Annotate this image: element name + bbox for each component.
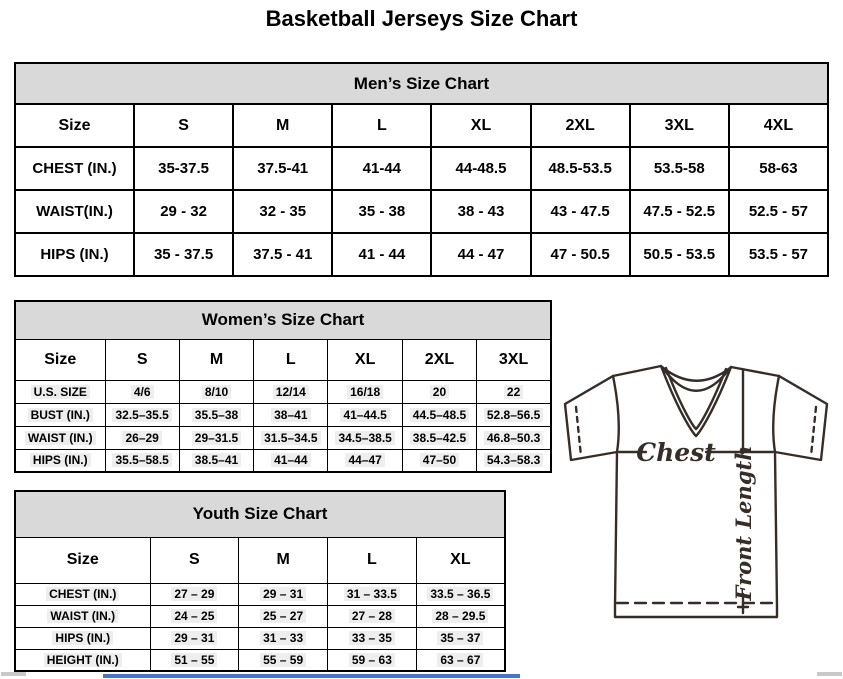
women-column-header-L: L [254,339,328,380]
youth-cell: 29 – 31 [150,627,239,649]
women-cell: 4/6 [105,380,179,403]
men-column-header-L: L [332,104,431,147]
men-column-header-S: S [134,104,233,147]
men-row [15,190,828,233]
youth-cell: 24 – 25 [150,605,239,627]
men-cell: 58-63 [729,147,828,190]
youth-column-header-XL: XL [416,537,505,583]
men-cell: 35 - 37.5 [134,233,233,276]
women-column-header-row [15,339,551,380]
jersey-left-armhole-seam [613,376,619,452]
youth-size-table [14,490,506,672]
youth-size-header: Size [15,537,150,583]
mens-size-table [14,62,829,277]
men-cell: 43 - 47.5 [531,190,630,233]
youth-cell: 28 – 29.5 [416,605,505,627]
women-column-header-S: S [105,339,179,380]
youth-column-header-S: S [150,537,239,583]
horizontal-scrollbar-thumb[interactable] [103,674,520,678]
jersey-right-cuff-dashed-line [811,407,816,456]
men-table-title-row [15,63,828,104]
youth-column-header-row [15,537,505,583]
men-cell: 50.5 - 53.5 [630,233,729,276]
womens-size-table [14,300,552,473]
women-cell: 41–44 [254,449,328,472]
men-cell: 32 - 35 [233,190,332,233]
women-cell: 29–31.5 [179,426,253,449]
youth-cell: 31 – 33.5 [328,583,417,605]
women-cell: 38.5–41 [179,449,253,472]
youth-cell: 55 – 59 [239,649,328,671]
women-row-label: WAIST (IN.) [15,426,105,449]
men-table-title: Men’s Size Chart [15,63,828,104]
men-cell: 38 - 43 [431,190,530,233]
men-cell: 47 - 50.5 [531,233,630,276]
women-row [15,380,551,403]
men-cell: 29 - 32 [134,190,233,233]
youth-row [15,649,505,671]
women-cell: 35.5–38 [179,403,253,426]
women-column-header-XL: XL [328,339,402,380]
youth-cell: 35 – 37 [416,627,505,649]
women-row-label: BUST (IN.) [15,403,105,426]
jersey-left-cuff-dashed-line [576,407,581,456]
women-cell: 44.5–48.5 [402,403,476,426]
women-cell: 38.5–42.5 [402,426,476,449]
women-cell: 54.3–58.3 [477,449,551,472]
men-size-header: Size [15,104,134,147]
youth-cell: 51 – 55 [150,649,239,671]
youth-cell: 59 – 63 [328,649,417,671]
women-cell: 46.8–50.3 [477,426,551,449]
men-row-label: CHEST (IN.) [15,147,134,190]
women-cell: 12/14 [254,380,328,403]
men-column-header-M: M [233,104,332,147]
men-cell: 41-44 [332,147,431,190]
women-cell: 52.8–56.5 [477,403,551,426]
women-cell: 22 [477,380,551,403]
jersey-measurement-diagram [557,360,841,628]
women-cell: 31.5–34.5 [254,426,328,449]
scrollbar-right-cap[interactable] [817,672,842,676]
women-row [15,403,551,426]
jersey-left-sleeve [565,376,617,460]
women-cell: 8/10 [179,380,253,403]
men-cell: 37.5 - 41 [233,233,332,276]
women-cell: 41–44.5 [328,403,402,426]
men-row-label: HIPS (IN.) [15,233,134,276]
youth-row [15,605,505,627]
women-row [15,426,551,449]
women-cell: 26–29 [105,426,179,449]
youth-cell: 27 – 28 [328,605,417,627]
front-length-label: Front Length [731,445,756,601]
women-cell: 32.5–35.5 [105,403,179,426]
men-row [15,233,828,276]
women-cell: 44–47 [328,449,402,472]
men-column-header-2XL: 2XL [531,104,630,147]
youth-row-label: HIPS (IN.) [15,627,150,649]
men-row [15,147,828,190]
women-cell: 38–41 [254,403,328,426]
men-column-header-3XL: 3XL [630,104,729,147]
women-table-title-row [15,301,551,339]
youth-row [15,627,505,649]
youth-cell: 31 – 33 [239,627,328,649]
page-title: Basketball Jerseys Size Chart [265,6,578,31]
youth-cell: 29 – 31 [239,583,328,605]
women-column-header-2XL: 2XL [402,339,476,380]
chest-label: Chest [636,438,716,467]
youth-row-label: WAIST (IN.) [15,605,150,627]
women-cell: 35.5–58.5 [105,449,179,472]
men-cell: 35-37.5 [134,147,233,190]
men-cell: 53.5 - 57 [729,233,828,276]
youth-column-header-M: M [239,537,328,583]
men-cell: 37.5-41 [233,147,332,190]
women-row-label: HIPS (IN.) [15,449,105,472]
women-row-label: U.S. SIZE [15,380,105,403]
youth-row-label: HEIGHT (IN.) [15,649,150,671]
men-cell: 52.5 - 57 [729,190,828,233]
women-cell: 20 [402,380,476,403]
men-column-header-row [15,104,828,147]
youth-column-header-L: L [328,537,417,583]
jersey-right-sleeve [775,376,827,460]
women-table-title: Women’s Size Chart [15,301,551,339]
women-cell: 16/18 [328,380,402,403]
women-size-header: Size [15,339,105,380]
women-column-header-M: M [179,339,253,380]
men-cell: 44 - 47 [431,233,530,276]
men-cell: 41 - 44 [332,233,431,276]
scrollbar-left-cap[interactable] [1,672,26,676]
youth-table-title: Youth Size Chart [15,491,505,537]
jersey-collar-mid-curve [662,367,730,391]
women-row [15,449,551,472]
men-cell: 48.5-53.5 [531,147,630,190]
men-row-label: WAIST(IN.) [15,190,134,233]
women-cell: 34.5–38.5 [328,426,402,449]
jersey-collar-v-outer [661,366,731,436]
youth-table-title-row [15,491,505,537]
jersey-right-armhole-seam [773,376,779,452]
jersey-shoulders [613,366,779,376]
men-cell: 35 - 38 [332,190,431,233]
men-cell: 44-48.5 [431,147,530,190]
youth-cell: 33 – 35 [328,627,417,649]
men-column-header-XL: XL [431,104,530,147]
youth-row [15,583,505,605]
youth-row-label: CHEST (IN.) [15,583,150,605]
men-cell: 53.5-58 [630,147,729,190]
women-column-header-3XL: 3XL [477,339,551,380]
men-column-header-4XL: 4XL [729,104,828,147]
men-cell: 47.5 - 52.5 [630,190,729,233]
jersey-outline-svg [557,360,841,628]
youth-cell: 27 – 29 [150,583,239,605]
youth-cell: 25 – 27 [239,605,328,627]
women-cell: 47–50 [402,449,476,472]
youth-cell: 33.5 – 36.5 [416,583,505,605]
youth-cell: 63 – 67 [416,649,505,671]
